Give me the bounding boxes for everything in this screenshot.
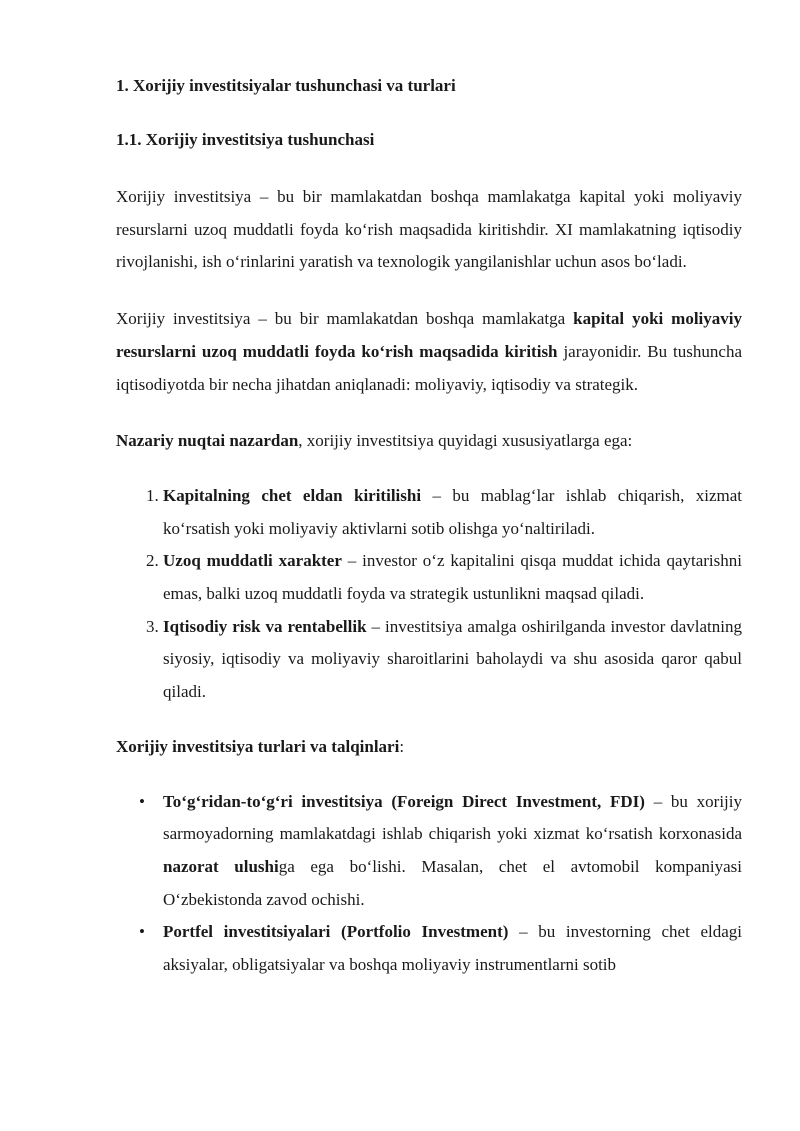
list-item-term: Portfel investitsiyalari (Portfolio Investment)	[163, 922, 509, 942]
list-item-text: – investitsiya amalga oshirilganda investor davlatning siyosiy, iqtisodiy va moliyaviy sharoitlarini baholaydi va shu asosida qaror qabul qiladi.	[163, 616, 742, 702]
paragraph-text: , xorijiy investitsiya quyidagi xususiyatlarga ega:	[298, 431, 633, 451]
list-item-term: To‘g‘ridan-to‘g‘ri investitsiya (Foreign Direct Investment, FDI)	[163, 791, 645, 811]
paragraph-text: jarayonidir. Bu tushuncha iqtisodiyotda bir necha jihatdan aniqlanadi: moliyaviy, iqtisodiy va strategik.	[116, 341, 742, 394]
section-heading: 1. Xorijiy investitsiyalar tushunchasi va turlari	[116, 76, 456, 95]
list-item	[163, 480, 742, 545]
list-item	[163, 545, 742, 610]
list-item-text: – investor o‘z kapitalini qisqa muddat ichida qaytarishni emas, balki uzoq muddatli foyda va strategik ustunlikni maqsad qiladi.	[163, 551, 742, 604]
list-item	[139, 916, 742, 981]
paragraph-text: Xorijiy investitsiya – bu bir mamlakatdan boshqa mamlakatga	[116, 309, 574, 329]
bullet-icon: •	[139, 922, 145, 942]
bullet-icon: •	[139, 791, 145, 811]
list-item	[139, 786, 742, 917]
subsection-heading: 1.1. Xorijiy investitsiya tushunchasi	[116, 130, 375, 149]
list-item-term: Iqtisodiy risk va rentabellik	[163, 616, 367, 636]
list-item	[163, 611, 742, 709]
list-item-term: Uzoq muddatli xarakter	[163, 551, 342, 571]
bullet-list	[116, 786, 742, 982]
paragraph-text: :	[399, 736, 405, 756]
paragraph-process	[116, 303, 742, 401]
paragraph-types-heading	[116, 731, 742, 764]
paragraph-bold-text: Nazariy nuqtai nazardan	[116, 431, 299, 451]
list-item-text: – bu mablag‘lar ishlab chiqarish, xizmat ko‘rsatish yoki moliyaviy aktivlarni sotib olishga yo‘naltiriladi.	[163, 485, 742, 538]
paragraph-definition: Xorijiy investitsiya – bu bir mamlakatdan boshqa mamlakatga kapital yoki moliyaviy resurslarni uzoq muddatli foyda ko‘rish maqsadida kiritishdir. XI mamlakatning iqtisodiy rivojlanishi, ish o‘rinlarini yaratish va texnologik yangilanishlar uchun asos bo‘ladi.	[116, 187, 742, 272]
paragraph-bold-text: kapital yoki moliyaviy resurslarni uzoq muddatli foyda ko‘rish maqsadida kiritish	[116, 309, 742, 361]
list-item-bold-text: nazorat ulushi	[163, 856, 279, 876]
list-item-text: ga ega bo‘lishi. Masalan, chet el avtomobil kompaniyasi O‘zbekistonda zavod ochishi.	[163, 856, 742, 909]
numbered-list	[116, 480, 742, 709]
list-item-text: – bu xorijiy sarmoyadorning mamlakatdagi ishlab chiqarish yoki xizmat ko‘rsatish korxonasida	[163, 791, 742, 844]
list-item-text: – bu investorning chet eldagi aksiyalar, obligatsiyalar va boshqa moliyaviy instrumentlarni sotib	[163, 922, 742, 975]
paragraph-theory	[116, 425, 742, 458]
list-item-term: Kapitalning chet eldan kiritilishi	[163, 485, 422, 505]
document-page	[116, 74, 742, 1004]
paragraph-bold-text: Xorijiy investitsiya turlari va talqinlari	[116, 736, 400, 756]
